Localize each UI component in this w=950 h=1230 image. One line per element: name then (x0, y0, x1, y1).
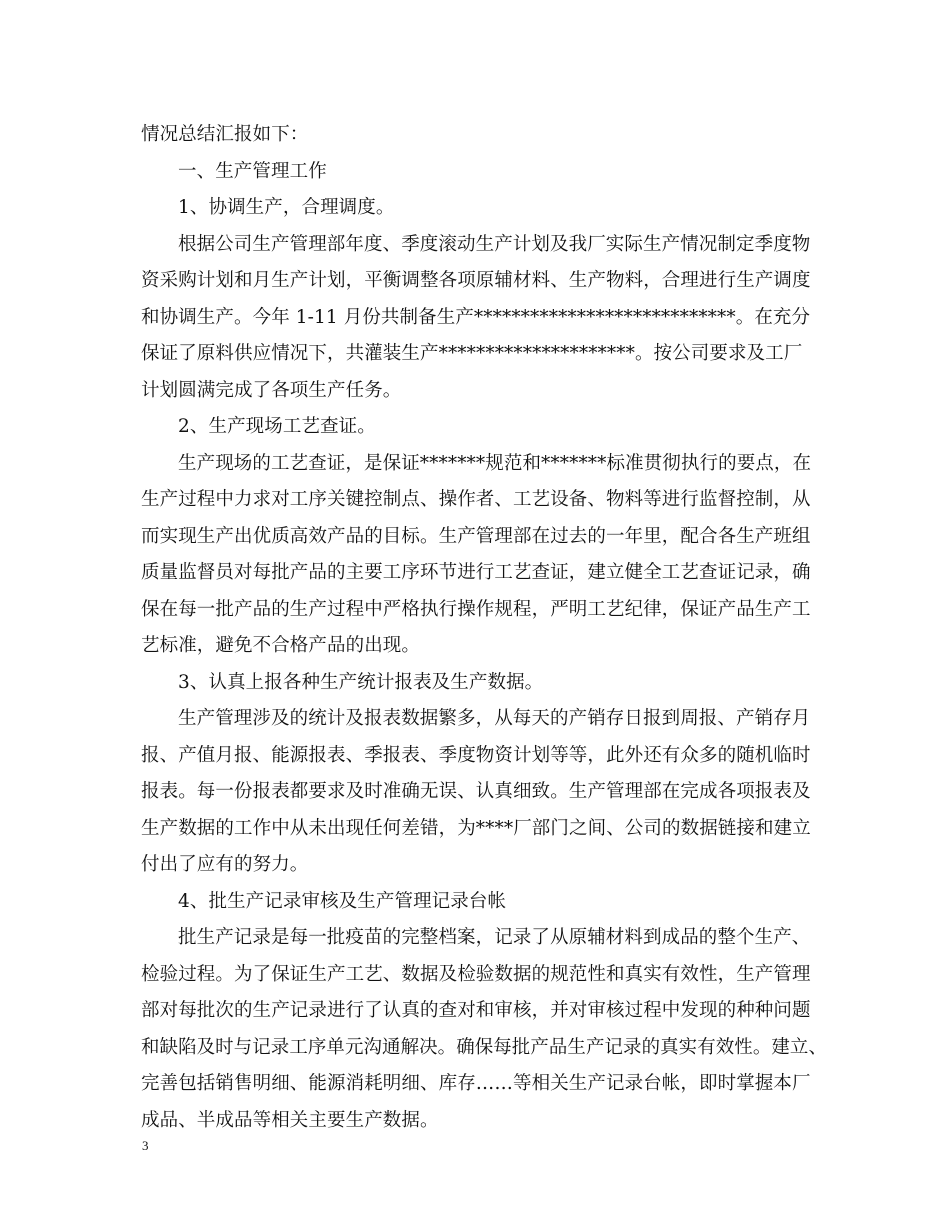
text-line: 质量监督员对每批产品的主要工序环节进行工艺查证，建立健全工艺查证记录，确 (141, 562, 811, 583)
text-line: 和缺陷及时与记录工序单元沟通解决。确保每批产品生产记录的真实有效性。建立、 (141, 1036, 827, 1058)
text-line: 1、协调生产，合理调度。 (178, 197, 395, 218)
text-line: 2、生产现场工艺查证。 (178, 416, 376, 437)
text-line: 付出了应有的努力。 (141, 854, 309, 875)
page-number: 3 (142, 1138, 149, 1153)
text-line: 和协调生产。今年 1-11 月份共制备生产****************************。在充分 (141, 306, 811, 328)
text-line: 一、生产管理工作 (178, 160, 327, 182)
text-line: 部对每批次的生产记录进行了认真的查对和审核，并对审核过程中发现的种种问题 (141, 1000, 811, 1021)
text-line: 成品、半成品等相关主要生产数据。 (141, 1109, 439, 1131)
text-line: 根据公司生产管理部年度、季度滚动生产计划及我厂实际生产情况制定季度物 (178, 233, 811, 255)
text-line: 艺标准，避免不合格产品的出现。 (141, 635, 421, 656)
text-line: 保在每一批产品的生产过程中严格执行操作规程，严明工艺纪律，保证产品生产工 (141, 598, 811, 620)
text-line: 报、产值月报、能源报表、季报表、季度物资计划等等，此外还有众多的随机临时 (141, 744, 811, 766)
text-line: 3、认真上报各种生产统计报表及生产数据。 (178, 671, 544, 693)
text-line: 生产过程中力求对工序关键控制点、操作者、工艺设备、物料等进行监督控制，从 (141, 489, 811, 510)
text-line: 4、批生产记录审核及生产管理记录台帐 (178, 890, 507, 912)
text-line: 批生产记录是每一批疫苗的完整档案，记录了从原辅材料到成品的整个生产、 (178, 927, 811, 948)
text-line: 报表。每一份报表都要求及时准确无误、认真细致。生产管理部在完成各项报表及 (141, 781, 811, 802)
text-line: 计划圆满完成了各项生产任务。 (141, 379, 402, 401)
text-line: 保证了原料供应情况下，共灌装生产*********************。按公司要求及工厂 (141, 343, 803, 364)
text-line: 完善包括销售明细、能源消耗明细、库存……等相关生产记录台帐，即时掌握本厂 (141, 1073, 811, 1094)
text-line: 生产管理涉及的统计及报表数据繁多，从每天的产销存日报到周报、产销存月 (178, 708, 811, 729)
text-line: 生产数据的工作中从未出现任何差错，为****厂部门之间、公司的数据链接和建立 (141, 817, 811, 839)
text-line: 生产现场的工艺查证，是保证*******规范和*******标准贯彻执行的要点，在 (178, 452, 812, 474)
text-line: 而实现生产出优质高效产品的目标。生产管理部在过去的一年里，配合各生产班组 (141, 525, 811, 547)
text-line: 检验过程。为了保证生产工艺、数据及检验数据的规范性和真实有效性，生产管理 (141, 963, 811, 985)
document-body (141, 117, 827, 1139)
text-line: 资采购计划和月生产计划，平衡调整各项原辅材料、生产物料，合理进行生产调度 (141, 270, 811, 291)
text-line: 情况总结汇报如下： (141, 124, 309, 145)
